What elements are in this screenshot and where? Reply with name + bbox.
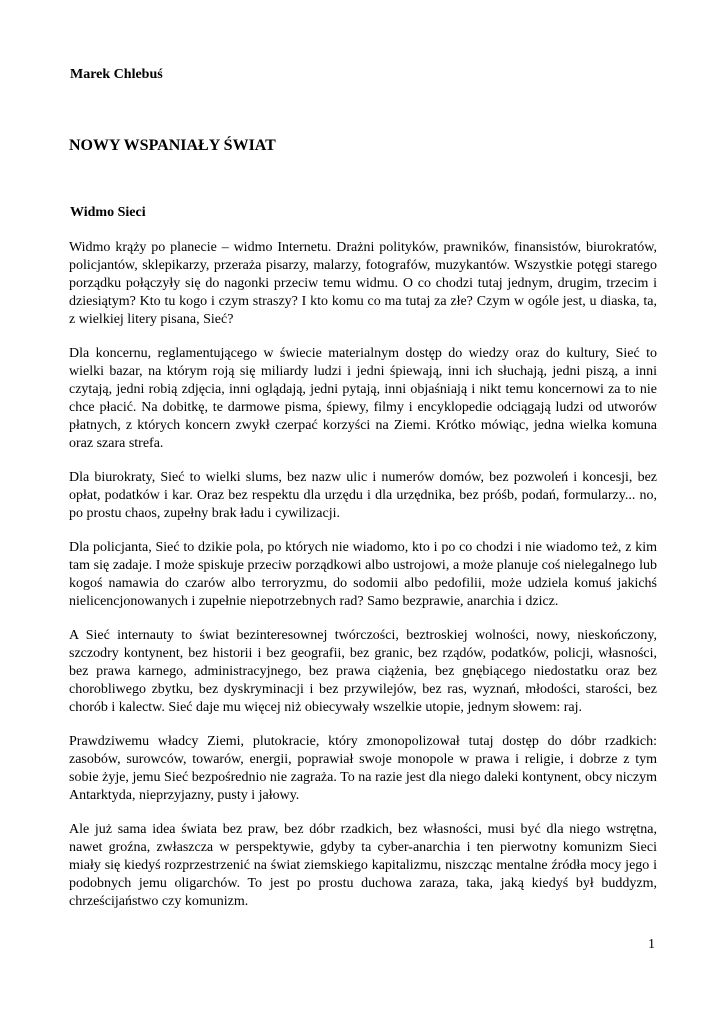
paragraph-2: Dla koncernu, reglamentującego w świecie materialnym dostęp do wiedzy oraz do kultury, Sieć to wielki bazar, na którym roją się miliardy ludzi i jedni śpiewają, inni ich słuchają, jedni piszą, a inni czytają, jedni robią zdjęcia, inni oglądają, jedni pytają, inni objaśniają i nikt temu koncernowi za to nie chce płacić. Na dobitkę, te darmowe pisma, śpiewy, filmy i encyklopedie odciągają ludzi od utworów płatnych, z których koncern zwykł czerpać korzyści na Ziemi. Krótko mówiąc, jedna wielka komuna oraz szara strefa. [69,346,657,451]
body-text [69,239,657,927]
paragraph-5: A Sieć internauty to świat bezinteresownej twórczości, beztroskiej wolności, nowy, nieskończony, szczodry kontynent, bez historii i bez geografii, bez granic, bez rządów, podatków, policji, własności, bez prawa karnego, administracyjnego, bez prawa ciążenia, bez gnębiącego niedostatku oraz bez chorobliwego zbytku, bez dyskryminacji i bez przywilejów, bez ras, wyznań, młodości, starości, bez chorób i kalectw. Sieć daje mu więcej niż obiecywały wszelkie utopie, jednym słowem: raj. [69,628,657,715]
paragraph-1: Widmo krąży po planecie – widmo Internetu. Drażni polityków, prawników, finansistów, biurokratów, policjantów, sklepikarzy, przeraża pisarzy, malarzy, fotografów, muzykantów. Wszystkie potęgi starego porządku połączyły się do nagonki przeciw temu widmu. O co chodzi tutaj jednym, drugim, trzecim i dziesiątym? Kto tu kogo i czym straszy? I kto komu co ma tutaj za złe? Czym w ogóle jest, u diaska, ta, z wielkiej litery pisana, Sieć? [69,240,657,327]
paragraph-7: Ale już sama idea świata bez praw, bez dóbr rzadkich, bez własności, musi być dla niego wstrętna, nawet groźna, zwłaszcza w perspektywie, gdyby ta cyber-anarchia i ten pierwotny komunizm Sieci miały się kiedyś rozprzestrzenić na świat ziemskiego kapitalizmu, niszcząc mentalne źródła mocy jego i podobnych jemu oligarchów. To jest po prostu duchowa zaraza, taka, jaką kiedyś był buddyzm, chrześcijaństwo czy komunizm. [69,822,657,909]
page-number: 1 [648,937,655,952]
section-heading: Widmo Sieci [70,205,146,220]
paragraph-4: Dla policjanta, Sieć to dzikie pola, po których nie wiadomo, kto i po co chodzi i nie wiadomo też, z kim tam się zadaje. I może spiskuje przeciw porządkowi albo ustrojowi, a może planuje coś nielegalnego lub kogoś namawia do czarów albo terroryzmu, do sodomii albo pedofilii, może udziela komuś jakichś nielicencjonowanych i zupełnie niepotrzebnych rad? Samo bezprawie, anarchia i dzicz. [69,540,657,609]
author-name: Marek Chlebuś [70,67,163,82]
paragraph-6: Prawdziwemu władcy Ziemi, plutokracie, który zmonopolizował tutaj dostęp do dóbr rzadkich: zasobów, surowców, towarów, energii, poprawiał swoje monopole w prawa i religie, i dobrze z tym sobie żyje, jemu Sieć bezpośrednio nie zagraża. To na razie jest dla niego daleki kontynent, obcy niczym Antarktyda, nieprzyjazny, pusty i jałowy. [69,734,657,803]
document-title: NOWY WSPANIAŁY ŚWIAT [69,137,276,154]
paragraph-3: Dla biurokraty, Sieć to wielki slums, bez nazw ulic i numerów domów, bez pozwoleń i koncesji, bez opłat, podatków i kar. Oraz bez respektu dla urzędu i dla urzędnika, bez próśb, podań, formularzy... no, po prostu chaos, zupełny brak ładu i cywilizacji. [69,470,657,521]
